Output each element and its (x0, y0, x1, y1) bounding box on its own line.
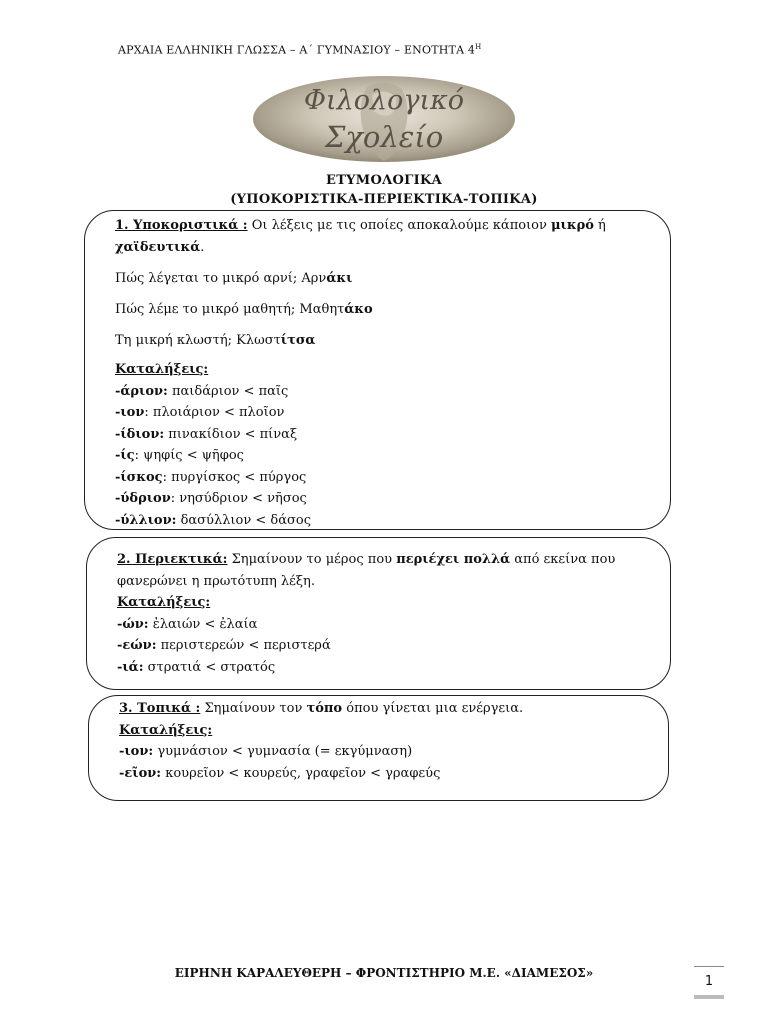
section1-definition (115, 215, 652, 258)
ending-example: περιστερεών < περιστερά (156, 638, 331, 653)
ending-example: γυμνάσιον < γυμνασία (= εκγύμναση) (153, 744, 413, 759)
ending-suffix: -άριον: (115, 383, 168, 399)
list-item (117, 635, 652, 657)
list-item (115, 445, 652, 467)
document-header (118, 43, 481, 57)
list-item (115, 381, 652, 403)
endings-label-3: Καταλήξεις: (119, 722, 213, 738)
list-item (115, 510, 652, 532)
section3-def-text-2: όπου γίνεται μια ενέργεια. (342, 701, 524, 716)
page-title: ΕΤΥΜΟΛΟΓΙΚΑ (326, 173, 442, 188)
q3-text: Τη μικρή κλωστή; Κλωστ (115, 333, 281, 348)
ending-suffix: -ιον (115, 405, 145, 420)
section-diminutives (84, 210, 671, 530)
list-item (115, 488, 652, 510)
section2-def-text-3: φανερώνει η πρωτότυπη λέξη. (117, 573, 315, 589)
section3-endings-label (119, 720, 650, 742)
section2-def-text: Σημαίνουν το μέρος που (227, 552, 397, 567)
q1-suffix: άκι (326, 271, 353, 286)
section1-endings-label (115, 359, 652, 381)
section1-heading: 1. Υποκοριστικά : (115, 218, 248, 233)
list-item (115, 402, 652, 424)
q1-text: Πώς λέγεται το μικρό αρνί; Αρν (115, 271, 327, 286)
ending-example: : πυργίσκος < πύργος (162, 469, 307, 485)
section2-endings-list (117, 614, 652, 679)
ending-suffix: -ιά: (117, 659, 144, 675)
section3-endings-list (119, 741, 650, 784)
ending-example: παιδάριον < παῖς (167, 383, 289, 399)
ending-example: : νησύδριον < νῆσος (170, 491, 307, 506)
section3-def-text: Σημαίνουν τον (200, 701, 307, 716)
ending-example: : ψηφίς < ψῆφος (134, 448, 244, 463)
document-footer: ΕΙΡΗΝΗ ΚΑΡΑΛΕΥΘΕΡΗ – ΦΡΟΝΤΙΣΤΗΡΙΟ Μ.Ε. «ΔΙΑΜΕΣΟΣ» (174, 966, 594, 980)
section1-question-2 (115, 300, 652, 320)
page-subtitle: (ΥΠΟΚΟΡΙΣΤΙΚΑ-ΠΕΡΙΕΚΤΙΚΑ-ΤΟΠΙΚΑ) (230, 192, 538, 207)
ending-suffix: -ιον: (119, 744, 154, 759)
list-item (115, 424, 652, 446)
header-text: ΑΡΧΑΙΑ ΕΛΛΗΝΙΚΗ ΓΛΩΣΣΑ – Α΄ ΓΥΜΝΑΣΙΟΥ – ΕΝΟΤΗΤΑ 4 (118, 43, 476, 57)
ending-example: κουρεῖον < κουρεύς, γραφεῖον < γραφεύς (161, 765, 441, 781)
section3-heading: 3. Τοπικά : (119, 701, 201, 716)
section2-definition (117, 549, 652, 592)
section1-def-bold: μικρό (551, 218, 594, 233)
ending-suffix: -ύλλιον: (115, 512, 177, 528)
header-sup: Η (475, 43, 482, 51)
section1-def-text: Οι λέξεις με τις οποίες αποκαλούμε κάποιον (247, 218, 552, 233)
school-logo (252, 75, 516, 163)
section-collectives (86, 537, 671, 690)
ending-example: : πλοιάριον < πλοῖον (144, 405, 285, 420)
section1-endings-list (115, 381, 652, 532)
section1-question-3 (115, 331, 652, 351)
section2-heading: 2. Περιεκτικά: (117, 552, 228, 567)
list-item (117, 614, 652, 636)
ending-example: πινακίδιον < πίναξ (164, 426, 298, 442)
ending-suffix: -ίσκος (115, 469, 163, 485)
q2-text: Πώς λέμε το μικρό μαθητή; Μαθητ (115, 302, 345, 317)
logo-text-2: Σχολείο (324, 120, 444, 154)
ending-suffix: -εών: (117, 638, 157, 653)
ending-example: δασύλλιον < δάσος (176, 512, 312, 528)
endings-label-2: Καταλήξεις: (117, 595, 211, 610)
section2-endings-label (117, 592, 652, 614)
endings-label-1: Καταλήξεις: (115, 362, 209, 377)
ending-suffix: -ίδιον: (115, 426, 165, 442)
ending-suffix: -εῖον: (119, 765, 162, 781)
section1-def-conj: ή (593, 218, 606, 233)
section1-def-bold-2: χαϊδευτικά (115, 239, 201, 255)
section2-def-text-2: από εκείνα που (510, 552, 616, 567)
ending-suffix: -ύδριον (115, 491, 171, 506)
ending-example: στρατιά < στρατός (143, 659, 276, 675)
list-item (115, 467, 652, 489)
logo-text-1: Φιλολογικό (303, 85, 465, 116)
ending-suffix: -ών: (117, 616, 149, 632)
q3-suffix: ίτσα (280, 333, 316, 348)
ending-suffix: -ίς (115, 448, 135, 463)
ending-example: ἐλαιών < ἐλαία (148, 616, 258, 632)
section3-def-bold: τόπο (306, 701, 343, 716)
q2-suffix: άκο (344, 302, 373, 317)
list-item (117, 657, 652, 679)
list-item (119, 741, 650, 763)
section3-definition (119, 698, 650, 720)
section2-def-bold: περιέχει πολλά (396, 552, 511, 567)
list-item (119, 763, 650, 785)
section1-def-end: . (200, 239, 205, 255)
page-number: 1 (694, 966, 724, 999)
section1-question-1 (115, 269, 652, 289)
section-locatives (88, 695, 669, 801)
